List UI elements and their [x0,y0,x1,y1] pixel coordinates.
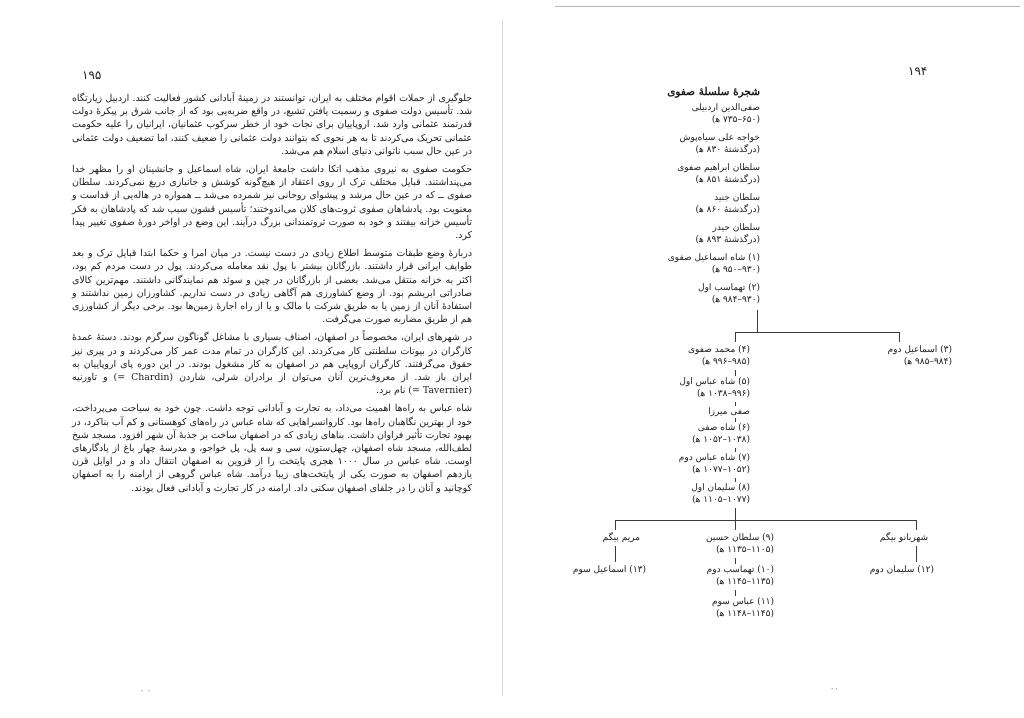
tree-node: (۷) شاه عباس دوم (۱۰۵۲–۱۰۷۷ ه‍) [678,453,750,475]
tree-connector [916,546,917,562]
paragraph: در شهرهای ایران، مخصوصاً در اصفهان، اصناف بسیاری با مشاغل گوناگون سرگرم بودند. دستهٔ عمدهٔ کارگران در بیوتات سلطنتی کار می‌کردند. این کارگران در تمام مدت عمر کار می‌کردند و در پیری نیز حقوق می‌گرفتند. کارگران اروپایی هم در اصفهان به کار مشغول بودند. در این دوره پای اروپاییان به ایران باز شد. از معروف‌ترین آنان می‌توان از برادران شرلی، شاردن (Chardin =) و تاورنیه (Tavernier =) نام برد. [72,332,473,397]
tree-node: (۳) اسماعیل دوم (۹۸۴–۹۸۵ ه‍) [887,345,952,367]
paragraph: جلوگیری از حملات اقوام مختلف به ایران، توانستند در زمینهٔ آبادانی کشور فعالیت کنند. اردبیل زیارتگاه شد. تأسیس دولت صفوی و رسمیت یافتن تشیع، در واقع ضربه‌یی بود که از جانب شرق بر پیکرهٔ دولت قدرتمند عثمانی وارد شد. اروپاییان برای نجات خود از خطر سرکوب عثمانیان، ایرانیان را علیه حکومت عثمانی تحریک می‌کردند تا به هر نحوی که بتوانند دولت عثمانی را ضعیف کنند، اما تضعیف دولت عثمانی در عین حال سبب ناتوانی دنیای اسلام هم می‌شد. [72,93,472,157]
tree-node: سلطان جنید (درگذشتهٔ ۸۶۰ ه‍) [695,193,760,215]
tree-node: مریم بیگم [602,533,640,543]
tree-node: (۱۳) اسماعیل سوم [572,565,646,575]
tree-node: (۸) سلیمان اول (۱۰۷۷–۱۱۰۵ ه‍) [691,483,750,505]
tree-connector [735,520,736,530]
footer-mark: ۰۰ [830,684,839,693]
tree-node: صفی‌الدین اردبیلی (۶۵۰–۷۳۵ ه‍) [691,103,760,125]
paragraph: حکومت صفوی به نیروی مذهب اتکا داشت جامعهٔ ایران، شاه اسماعیل و جانشینان او را مظهر خدا می‌پنداشتند. قبایل مختلف ترک از روی اعتقاد از هیچ‌گونه کوشش و جانبازی دریغ نمی‌کردند. سلطان صفوی ــ که در عین حال مرشد و پیشوای روحانی نیز شمرده می‌شد ــ همواره در هاله‌یی از قداست و معنویت بود. پادشاهان صفوی ثروت‌های کلان می‌اندوختند؛ تأسیس قشون سبب شد که پادشاهان به فکر تأسیس خزانه بیفتند و خود به صورت ثروتمندانی بزرگ درآیند. این وضع در اواخر دورهٔ صفوی تغییر پیدا کرد. [72,164,472,242]
page-top-rule [555,6,1020,7]
tree-connector [757,310,758,332]
tree-connector [899,332,900,342]
tree-connector [735,332,900,333]
tree-connector [735,332,736,342]
tree-connector [615,520,917,521]
tree-connector [615,546,616,562]
tree-node: شهربانو بیگم [879,533,928,543]
tree-node: (۱۰) تهماسب دوم (۱۱۳۵–۱۱۴۵ ه‍) [706,565,774,587]
footer-mark: ۰ ۰ [140,686,152,695]
tree-node: (۱۱) عباس سوم (۱۱۴۵–۱۱۴۸ ه‍) [712,597,774,619]
tree-node: (۱) شاه اسماعیل صفوی (۹۳۰–۹۵۰ ه‍) [667,253,760,275]
tree-node: (۶) شاه صفی (۱۰۳۸–۱۰۵۲ ه‍) [692,423,750,445]
tree-node: سلطان ابراهیم صفوی (درگذشتهٔ ۸۵۱ ه‍) [677,163,760,185]
right-page-number: ۱۹۴ [908,64,928,78]
tree-connector [735,508,736,520]
book-gutter [502,20,503,695]
tree-title: شجرهٔ سلسلهٔ صفوی [667,86,760,98]
left-page-body [72,92,472,500]
paragraph: دربارهٔ وضع طبقات متوسط اطلاع زیادی در دست نیست. در میان امرا و حکما ابتدا قبایل ترک و بعد طوایف ایرانی قرار داشتند. بازرگانان بیشتر با پول نقد معامله می‌کردند. پول در دست مردم کم بود، اکثر به خزانه منتقل می‌شد. بعضی از بازرگانان در چین و سوئد هم نمایندگانی داشتند. مهم‌ترین کالای صادراتی ابریشم بود. از وضع کشاورزی هم آگاهی زیادی در دست نداریم. کشاورزان زمین نداشتند و استفادهٔ آنان از زمین یا به طریق شرکت با مالک و یا از راه اجارهٔ زمین‌ها بود. برخی دیگر از کشاورزی هم از طریق مضاربه صورت می‌گرفت. [72,248,472,326]
tree-node: (۴) محمد صفوی (۹۸۵–۹۹۶ ه‍) [687,345,750,367]
tree-node: (۲) تهماسب اول (۹۳۰–۹۸۴ ه‍) [698,283,760,305]
tree-node: (۵) شاه عباس اول (۹۹۶–۱۰۳۸ ه‍) [679,377,750,399]
left-page-number: ۱۹۵ [82,68,102,82]
tree-connector [916,520,917,530]
tree-node: (۱۲) سلیمان دوم [869,565,934,575]
tree-node: صفی میرزا [708,407,750,417]
tree-connector [615,520,616,530]
tree-node: (۹) سلطان حسین (۱۱۰۵–۱۱۳۵ ه‍) [705,533,774,555]
paragraph: شاه عباس به راه‌ها اهمیت می‌داد، به تجارت و آبادانی توجه داشت. چون خود به سیاحت می‌پرداخت، خود از بهترین نگاهبان راه‌ها بود. کاروانسراهایی که شاه عباس در راه‌های کوهستانی و کم آب بناکرد، در بهبود تجارت تأثیر فراوان داشت. بناهای زیادی که در اصفهان ساخت بر جذبهٔ آن شهر افزود. مسجد شیخ لطف‌الله، مسجد شاه اصفهان، چهل‌ستون، سی و سه پل، پل خواجو، و مدرسهٔ چهار باغ از یادگارهای اوست. شاه عباس در سال ۱۰۰۰ هجری پایتخت را از قزوین به اصفهان انتقال داد و در اوایل قرن یازدهم اصفهان به صورت یکی از پایتخت‌های زیبا درآمد. شاه عباس گروهی از ارامنه را به اصفهان کوچانید و آنان را در جلفای اصفهان سکنی داد. ارامنه در کار تجارت و آبادانی فعال بودند. [72,403,472,494]
tree-node: خواجه علی سیاه‌پوش (درگذشتهٔ ۸۳۰ ه‍) [679,133,760,155]
tree-node: سلطان حیدر (درگذشتهٔ ۸۹۳ ه‍) [695,223,760,245]
